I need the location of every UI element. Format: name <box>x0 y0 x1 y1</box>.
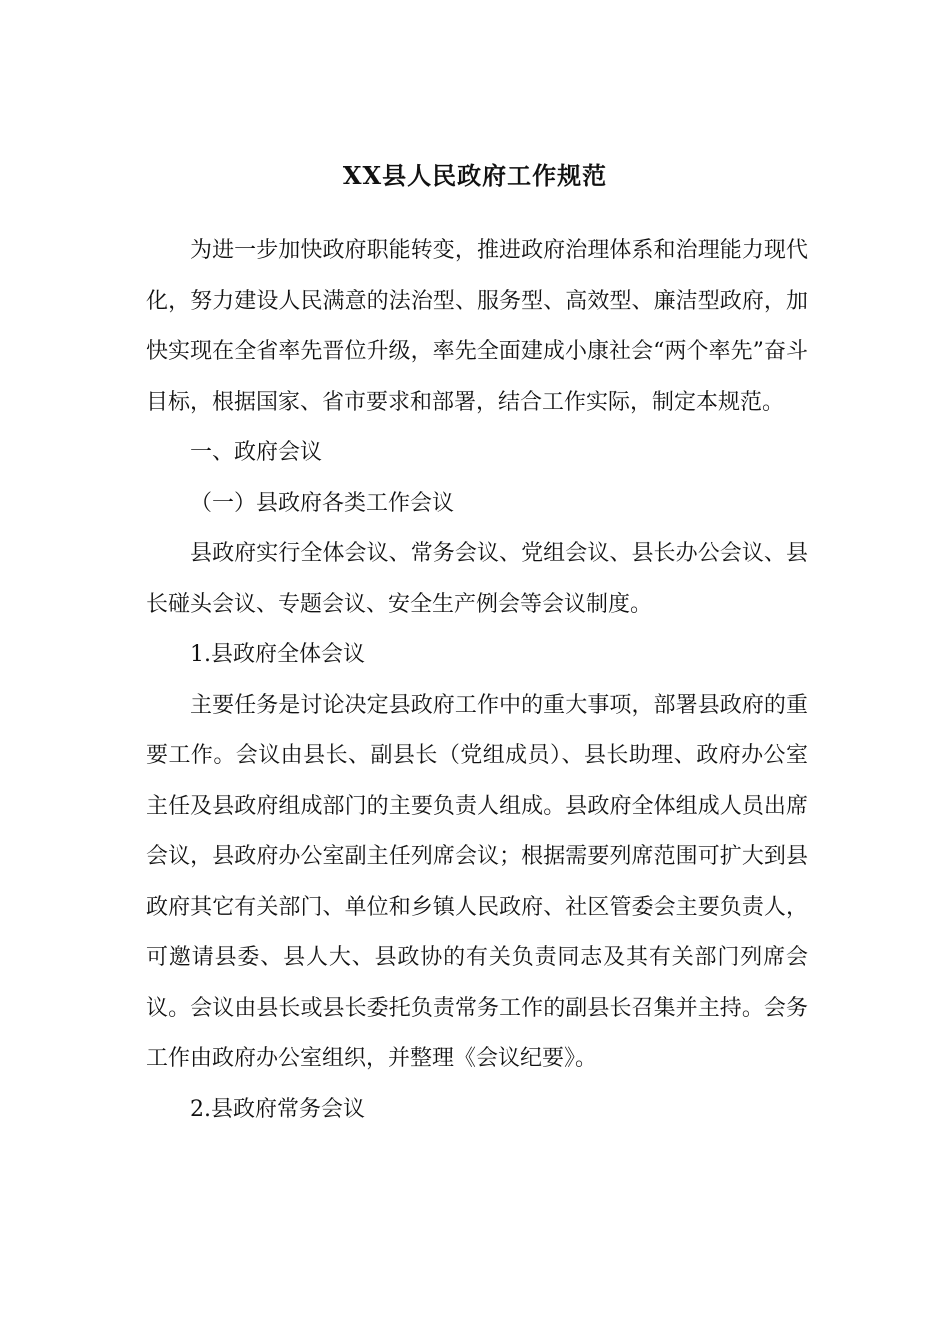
paragraph-preamble: 为进一步加快政府职能转变，推进政府治理体系和治理能力现代化，努力建设人民满意的法治型、服务型、高效型、廉洁型政府，加快实现在全省率先晋位升级，率先全面建成小康社会“两个率先”奋斗目标，根据国家、省市要求和部署，结合工作实际，制定本规范。 <box>146 238 808 415</box>
section-heading-government-meetings: 一、政府会议 <box>190 440 323 465</box>
paragraph-meeting-system: 县政府实行全体会议、常务会议、党组会议、县长办公会议、县长碰头会议、专题会议、安全生产例会等会议制度。 <box>146 541 808 617</box>
item-heading-executive-meeting: 2.县政府常务会议 <box>190 1096 365 1122</box>
subsection-heading-work-meetings: （一）县政府各类工作会议 <box>190 490 455 516</box>
item-heading-plenary-meeting: 1.县政府全体会议 <box>190 642 365 667</box>
paragraph-plenary-meeting: 主要任务是讨论决定县政府工作中的重大事项，部署县政府的重要工作。会议由县长、副县长（党组成员）、县长助理、政府办公室主任及县政府组成部门的主要负责人组成。县政府全体组成人员出席会议，县政府办公室副主任列席会议；根据需要列席范围可扩大到县政府其它有关部门、单位和乡镇人民政府、社区管委会主要负责人，可邀请县委、县人大、县政协的有关负责同志及其有关部门列席会议。会议由县长或县长委托负责常务工作的副县长召集并主持。会务工作由政府办公室组织，并整理《会议纪要》。 <box>146 692 808 1071</box>
document-title: XX县人民政府工作规范 <box>342 161 608 190</box>
document-body <box>146 226 808 1135</box>
